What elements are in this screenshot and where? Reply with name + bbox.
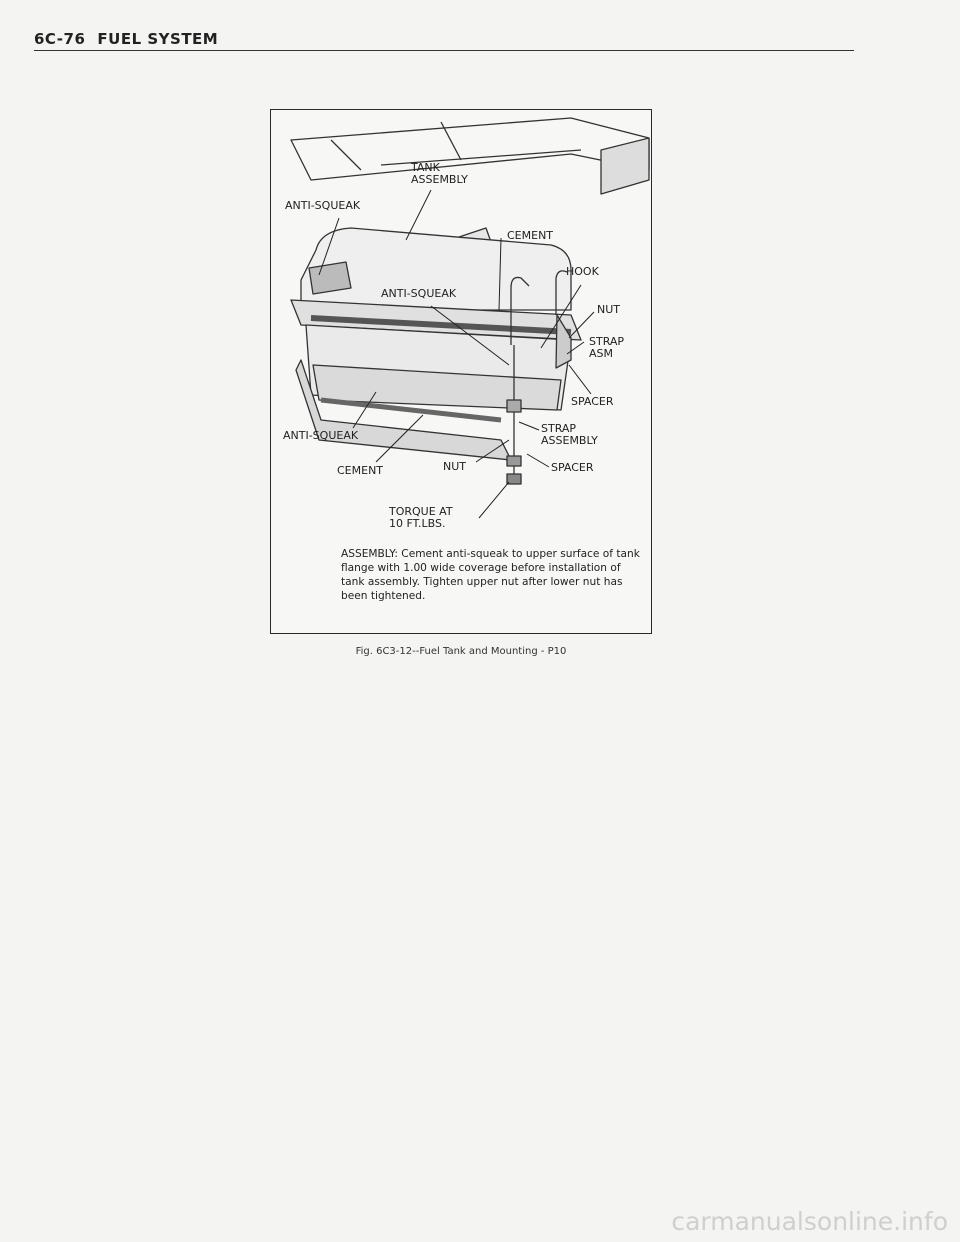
callout-spacer-top: SPACER (571, 395, 614, 408)
callout-strap-asm: STRAP ASM (589, 335, 625, 360)
callout-hook: HOOK (566, 265, 599, 278)
callout-torque: TORQUE AT 10 FT.LBS. (389, 505, 453, 530)
section-title: FUEL SYSTEM (97, 30, 219, 48)
callout-nut-top: NUT (597, 303, 620, 316)
callout-nut-bottom: NUT (443, 460, 466, 473)
callout-tank-assembly: TANK ASSEMBLY (411, 161, 468, 186)
anti-squeak-pad-left (309, 262, 351, 294)
figure-box (270, 109, 652, 634)
assembly-note: ASSEMBLY: Cement anti-squeak to upper surface of tank flange with 1.00 wide coverage before installation of tank assembly. Tighten upper nut after lower nut has been tightened. (341, 548, 640, 602)
callout-spacer-bottom: SPACER (551, 461, 594, 474)
callout-strap-assembly: STRAP ASSEMBLY (541, 422, 598, 447)
frame-rail-right (601, 138, 649, 194)
callout-anti-squeak-top: ANTI-SQUEAK (285, 199, 361, 212)
callout-cement-bottom: CEMENT (337, 464, 384, 477)
page-header (34, 30, 854, 48)
figure-caption: Fig. 6C3-12--Fuel Tank and Mounting - P10 (355, 646, 567, 657)
watermark: carmanualsonline.info (671, 1207, 948, 1236)
frame-rail-top (291, 118, 649, 180)
nut-mid (507, 456, 521, 466)
callout-cement-top: CEMENT (507, 229, 554, 242)
page-number: 6C-76 (34, 30, 86, 48)
header-rule (34, 50, 854, 51)
callout-anti-squeak-bottom: ANTI-SQUEAK (283, 429, 359, 442)
nut-top (507, 400, 521, 412)
callout-anti-squeak-middle: ANTI-SQUEAK (381, 287, 457, 300)
